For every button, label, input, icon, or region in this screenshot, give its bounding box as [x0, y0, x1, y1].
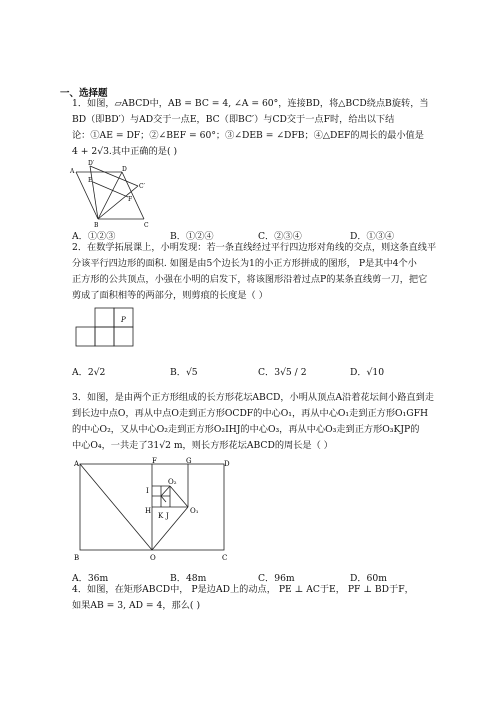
q1-label-Dp: D′: [88, 160, 95, 167]
q3-label-H: H: [145, 507, 152, 515]
q1-label-D: D: [122, 166, 127, 173]
q3-label-C: C: [222, 554, 228, 562]
q1-line-4: 4 + 2√3.其中正确的是( ): [72, 146, 178, 157]
q1-label-C: C: [144, 222, 149, 229]
q2-option-d[interactable]: D．√10: [350, 367, 385, 378]
q2-line-1: 2．在数学拓展课上，小明发现：若一条直线经过平行四边形对角线的交点，则这条直线平: [72, 242, 437, 253]
q1-option-a[interactable]: A．①②③: [72, 231, 116, 242]
q3-line-4: 中心O₄，一共走了31√2 m，则长方形花坛ABCD的周长是（ ）: [72, 440, 333, 451]
q3-figure: [72, 456, 237, 566]
q3-option-b[interactable]: B．48m: [170, 573, 207, 584]
q1-label-Cp: C′: [139, 183, 145, 190]
q2-label-P: P: [121, 316, 126, 324]
q1-line-1: 1．如图，▱ABCD中，AB = BC = 4, ∠A = 60°，连接BD，将△BCD绕点B旋转，当: [72, 98, 429, 109]
q2-option-a[interactable]: A．2√2: [72, 367, 106, 378]
q4-line-1: 4．如图，在矩形ABCD中， P是边AD上的动点， PE ⊥ AC于E， PF ⊥ BD于F，: [72, 584, 414, 595]
q2-line-3: 正方形的公共顶点，小强在小明的启发下，将该图形沿着过点P的某条直线剪一刀，把它: [72, 274, 428, 285]
q3-option-a[interactable]: A．36m: [72, 573, 109, 584]
q2-option-c[interactable]: C．3√5 / 2: [258, 367, 307, 378]
q3-line-2: 到长边中点O，再从中点O走到正方形OCDF的中心O₁，再从中心O₁走到正方形O₁GFH: [72, 408, 428, 419]
q4-line-2: 如果AB = 3, AD = 4，那么( ): [72, 600, 201, 611]
q1-figure: [72, 160, 162, 230]
q2-line-4: 剪成了面积相等的两部分，则剪痕的长度是（ ）: [72, 290, 268, 301]
q3-label-O: O: [150, 554, 156, 562]
q2-figure: [75, 306, 155, 352]
q1-option-d[interactable]: D．①③④: [350, 231, 395, 242]
q1-line-2: BD（即BD′）与AD交于一点E，BC（即BC′）与CD交于一点F时，给出以下结: [72, 114, 395, 125]
q3-label-J: J: [166, 512, 169, 520]
q1-option-b[interactable]: B．①②④: [170, 231, 214, 242]
q3-option-c[interactable]: C．96m: [258, 573, 295, 584]
q1-label-E: E: [88, 177, 93, 184]
q3-label-O1: O₁: [190, 507, 199, 515]
q3-label-F: F: [152, 457, 157, 465]
q1-label-F: F: [128, 196, 133, 203]
q3-line-3: 的中心O₂，又从中心O₂走到正方形O₂IHJ的中心O₃，再从中心O₃走到正方形O₃KJP的: [72, 424, 420, 435]
q3-label-B: B: [74, 554, 80, 562]
q3-label-O2: O₂: [168, 478, 177, 486]
q3-label-A: A: [74, 460, 80, 468]
q3-label-D: D: [224, 460, 230, 468]
q1-label-A: A: [70, 168, 75, 175]
q1-line-3: 论：①AE = DF；②∠BEF = 60°；③∠DEB = ∠DFB；④△DEF的周长的最小值是: [72, 130, 424, 141]
q3-option-d[interactable]: D．60m: [350, 573, 387, 584]
section-title: 一、选择题: [60, 88, 108, 99]
q1-option-c[interactable]: C．②③④: [258, 231, 302, 242]
q1-label-B: B: [94, 222, 99, 229]
q3-label-K: K: [158, 512, 164, 520]
q2-option-b[interactable]: B．√5: [170, 367, 198, 378]
q3-label-G: G: [186, 457, 192, 465]
q2-line-2: 分该平行四边形的面积. 如图是由5个边长为1的小正方形拼成的图形， P是其中4个小: [72, 258, 417, 269]
q3-label-I: I: [146, 487, 149, 495]
q3-line-1: 3．如图，是由两个正方形组成的长方形花坛ABCD，小明从顶点A沿着花坛间小路直到走: [72, 392, 434, 403]
